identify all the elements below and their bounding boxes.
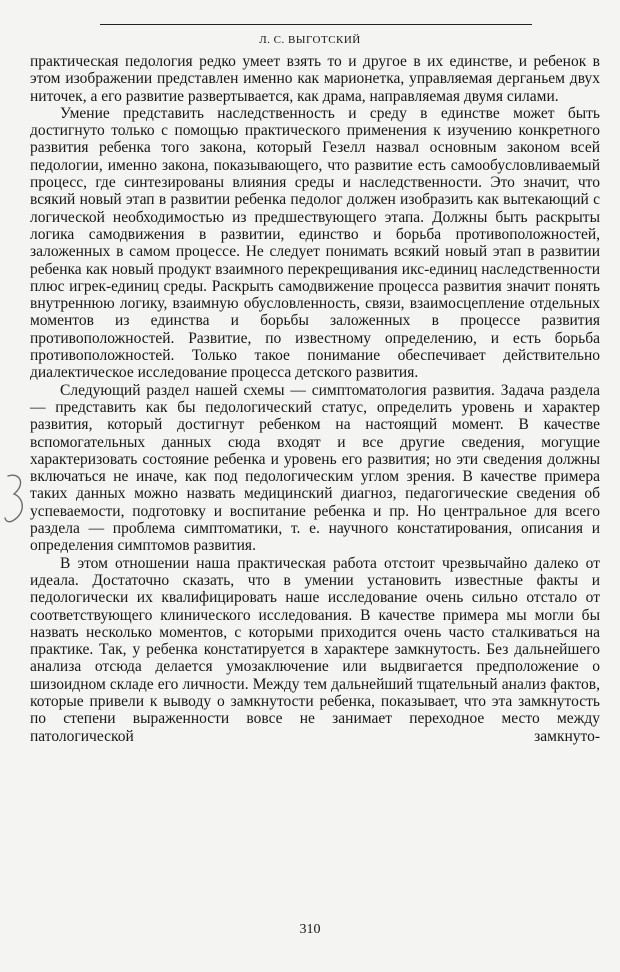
paragraph-3: Следующий раздел нашей схемы — симптоматология развития. Задача раздела — представить как бы педологический статус, определить уровень и характер развития, который достигнут ребенком на настоящий момент. В качестве вспомогательных данных сюда входят и все другие сведения, могущие характеризовать состояние ребенка и уровень его развития; но эти сведения должны включаться не иначе, как под педологическим углом зрения. В качестве примера таких данных можно назвать медицинский диагноз, педагогические сведения об успеваемости, подготовку и воспитание ребенка и пр. Но центральное для всего раздела — проблема симптоматики, т. е. научного констатирования, описания и определения симптомов развития. xyxy=(30,381,600,555)
handwritten-margin-mark-icon xyxy=(2,470,28,540)
running-title: Л. С. ВЫГОТСКИЙ xyxy=(259,34,361,46)
header-rule xyxy=(100,24,532,25)
paragraph-2: Умение представить наследственность и среду в единстве может быть достигнуто только с помощью практического применения к изучению конкретного развития ребенка того закона, который Гезелл назвал основным законом всей педологии, именно закона, показывающего, что развитие есть самообусловливаемый процесс, где синтезированы влияния среды и наследственности. Это значит, что всякий новый этап в развитии ребенка педолог должен изобразить как вытекающий с логической необходимостью из предшествующего этапа. Должны быть раскрыты логика самодвижения в развитии, единство и борьба противоположностей, заложенных в самом процессе. Не следует понимать всякий новый этап в развитии ребенка как новый продукт взаимного перекрещивания икс-единиц наследственности плюс игрек-единиц среды. Раскрыть самодвижение процесса развития значит понять внутреннюю логику, взаимную обусловленность, связи, взаимосцепление отдельных моментов из единства и борьбы заложенных в процессе развития противоположностей. Развитие, по известному определению, и есть борьба противоположностей. Только такое понимание обеспечивает действительно диалектическое исследование процесса детского развития. xyxy=(30,104,600,382)
text-block xyxy=(30,53,600,745)
paragraph-4: В этом отношении наша практическая работа отстоит чрезвычайно далеко от идеала. Достаточно сказать, что в умении установить известные факты и педологически их квалифицировать наше исследование очень сильно отстало от соответствующего клинического исследования. В качестве примера мы могли бы назвать несколько моментов, с которыми приходится очень часто сталкиваться на практике. Так, у ребенка констатируется в характере замкнутость. Без дальнейшего анализа отсюда делается умозаключение или выдвигается предположение о шизоидном складе его личности. Между тем дальнейший тщательный анализ фактов, которые привели к выводу о замкнутости ребенка, показывает, что эта замкнутость по степени выраженности вовсе не занимает переходное место между патологической замкнуто- xyxy=(30,554,600,745)
page-number: 310 xyxy=(299,922,321,937)
paragraph-1: практическая педология редко умеет взять то и другое в их единстве, и ребенок в этом изображении представлен именно как марионетка, управляемая дерганьем двух ниточек, а его развитие развертывается, как драма, направляемая двумя силами. xyxy=(30,53,600,105)
